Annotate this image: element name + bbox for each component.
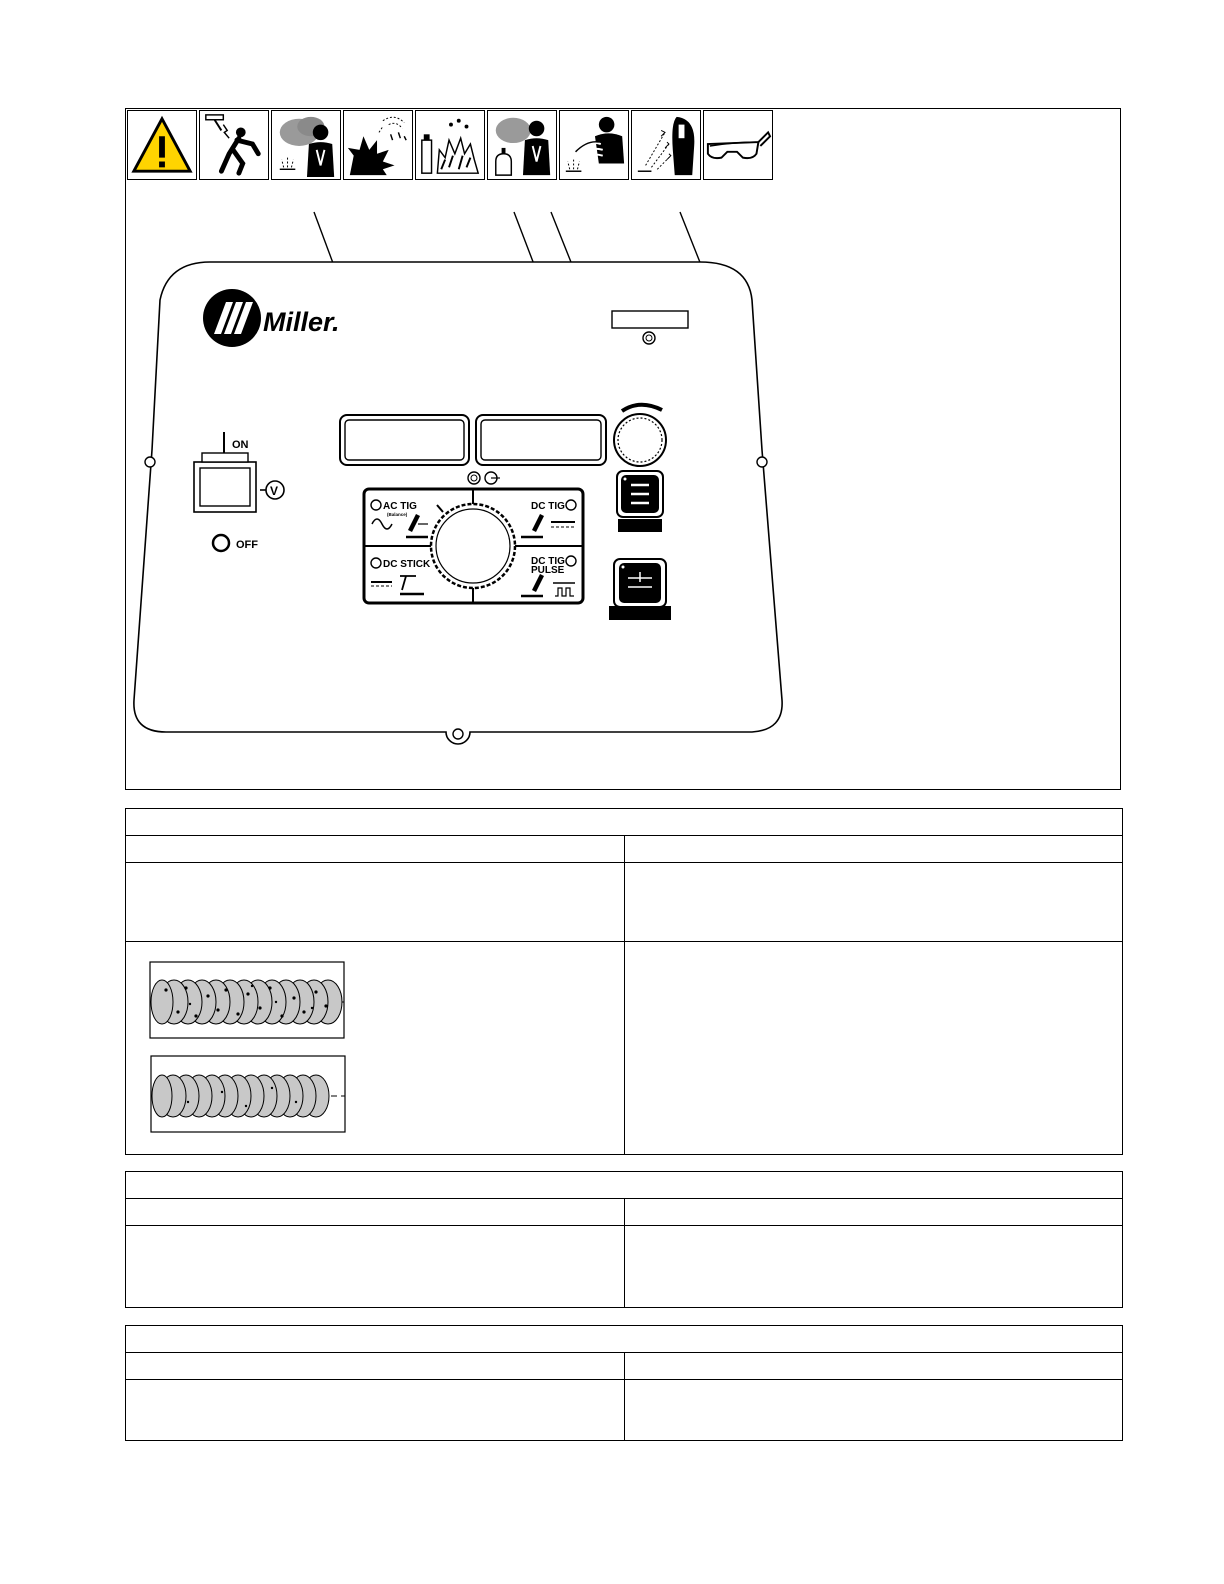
voltage-symbol: V <box>270 484 279 498</box>
off-label: OFF <box>236 539 258 551</box>
table-cell <box>624 1380 1123 1441</box>
table-cell <box>126 1226 625 1308</box>
left-display <box>340 415 469 465</box>
table-title-row <box>126 809 1123 836</box>
brand-text: Miller. <box>263 307 340 337</box>
table-title-row <box>126 1172 1123 1199</box>
adjust-button <box>609 559 671 620</box>
dc-stick-label: DC STICK <box>383 559 431 570</box>
troubleshooting-table-3 <box>125 1325 1123 1441</box>
ac-tig-sublabel: (Balance) <box>387 512 408 517</box>
dc-tig-pulse-label-2: PULSE <box>531 565 565 576</box>
table-cell <box>126 1380 625 1441</box>
table-title-row <box>126 1326 1123 1353</box>
table-header-cell <box>624 1353 1123 1380</box>
table-header-cell <box>624 836 1123 863</box>
troubleshooting-table-1 <box>125 808 1123 1155</box>
table-header-cell <box>126 1199 625 1226</box>
process-selector <box>364 489 583 603</box>
weld-bead-illustrations <box>126 942 374 1155</box>
table-header-cell <box>126 1353 625 1380</box>
table-cell <box>624 942 1123 1155</box>
table-header-cell <box>624 1199 1123 1226</box>
table-header-cell <box>126 836 625 863</box>
on-label: ON <box>232 439 249 451</box>
table-cell <box>126 863 625 942</box>
porous-weld-bead <box>150 962 344 1038</box>
table-cell <box>624 1226 1123 1308</box>
table-cell <box>624 863 1123 942</box>
troubleshooting-table-2 <box>125 1171 1123 1308</box>
dc-tig-label: DC TIG <box>531 501 565 512</box>
ac-tig-label: AC TIG <box>383 501 417 512</box>
good-weld-bead <box>151 1056 345 1132</box>
right-display <box>476 415 606 465</box>
menu-button <box>617 471 663 532</box>
weld-illustration-cell <box>126 942 625 1155</box>
dc-tig-pulse-label-1: DC TIG <box>531 556 565 567</box>
